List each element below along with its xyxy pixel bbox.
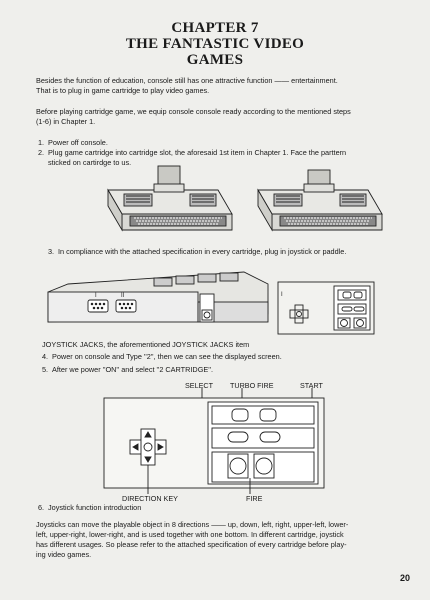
jack-label-1: I (95, 293, 97, 299)
step-4 (42, 352, 412, 363)
step-number: 5. (42, 365, 49, 374)
label-direction-key: DIRECTION KEY (122, 494, 178, 503)
step-text: After we power ''ON'' and select ''2 CARTRIDGE''. (52, 365, 214, 374)
label-fire: FIRE (246, 494, 263, 503)
label-turbo-fire: TURBO FIRE (230, 381, 274, 390)
step-text: In compliance with the attached specification in every cartridge, plug in joystick or paddle. (58, 247, 347, 256)
step-6 (38, 503, 408, 514)
step-number: 2. (38, 148, 45, 157)
step-number: 6. (38, 503, 45, 512)
step-text-cont: sticked on cartirdge to us. (48, 158, 132, 167)
chapter-title-line1: THE FANTASTIC VIDEO (125, 36, 305, 52)
before-line1: Before playing cartridge game, we equip console console ready according to the mentioned steps (36, 107, 351, 116)
side-jack-label: I (281, 292, 283, 298)
step-text: Plug game cartridge into cartridge slot, the aforesaid 1st item in Chapter 1. Face the parttern (48, 148, 347, 157)
step-number: 3. (48, 247, 55, 256)
jacks-caption: JOYSTICK JACKS, the aforementioned JOYSTICK JACKS item (42, 340, 250, 349)
step-3 (48, 247, 418, 258)
closing-line3: has different usages. So please refer to the attached specification of every cartridge before play- (36, 540, 347, 549)
intro-line2: That is to plug in game cartridge to play video games. (36, 86, 210, 95)
before-line2: (1-6) in Chapter 1. (36, 117, 96, 126)
page-number: 20 (399, 573, 410, 583)
label-select: SELECT (185, 381, 213, 390)
closing-line1: Joysticks can move the playable object in 8 directions —— up, down, left, right, upper-left, lower- (36, 520, 349, 529)
step-text: Joystick function introduction (48, 503, 142, 512)
jack-label-2: II (121, 293, 125, 299)
label-start: START (300, 381, 323, 390)
step-number: 1. (38, 138, 45, 147)
console-with-cartridge-illustration-left (100, 160, 240, 236)
console-with-cartridge-illustration-right (250, 160, 390, 236)
chapter-number: CHAPTER 7 (171, 20, 259, 36)
step-text: Power off console. (48, 138, 108, 147)
closing-line4: ing video games. (36, 550, 92, 559)
console-joystick-jacks-illustration (44, 262, 274, 336)
step-number: 4. (42, 352, 49, 361)
intro-line1: Besides the function of education, console still has one attractive function —— entertainment. (36, 76, 338, 85)
step-5 (42, 365, 412, 376)
chapter-title-line2: GAMES (186, 52, 244, 68)
joystick-diagram (100, 388, 330, 498)
joystick-small-illustration (276, 280, 376, 336)
step-text: Power on console and Type ''2'', then we can see the displayed screen. (52, 352, 282, 361)
closing-line2: left, upper-right, lower-right, and is used together with one bottom. In different cartridge, joystick (36, 530, 344, 539)
